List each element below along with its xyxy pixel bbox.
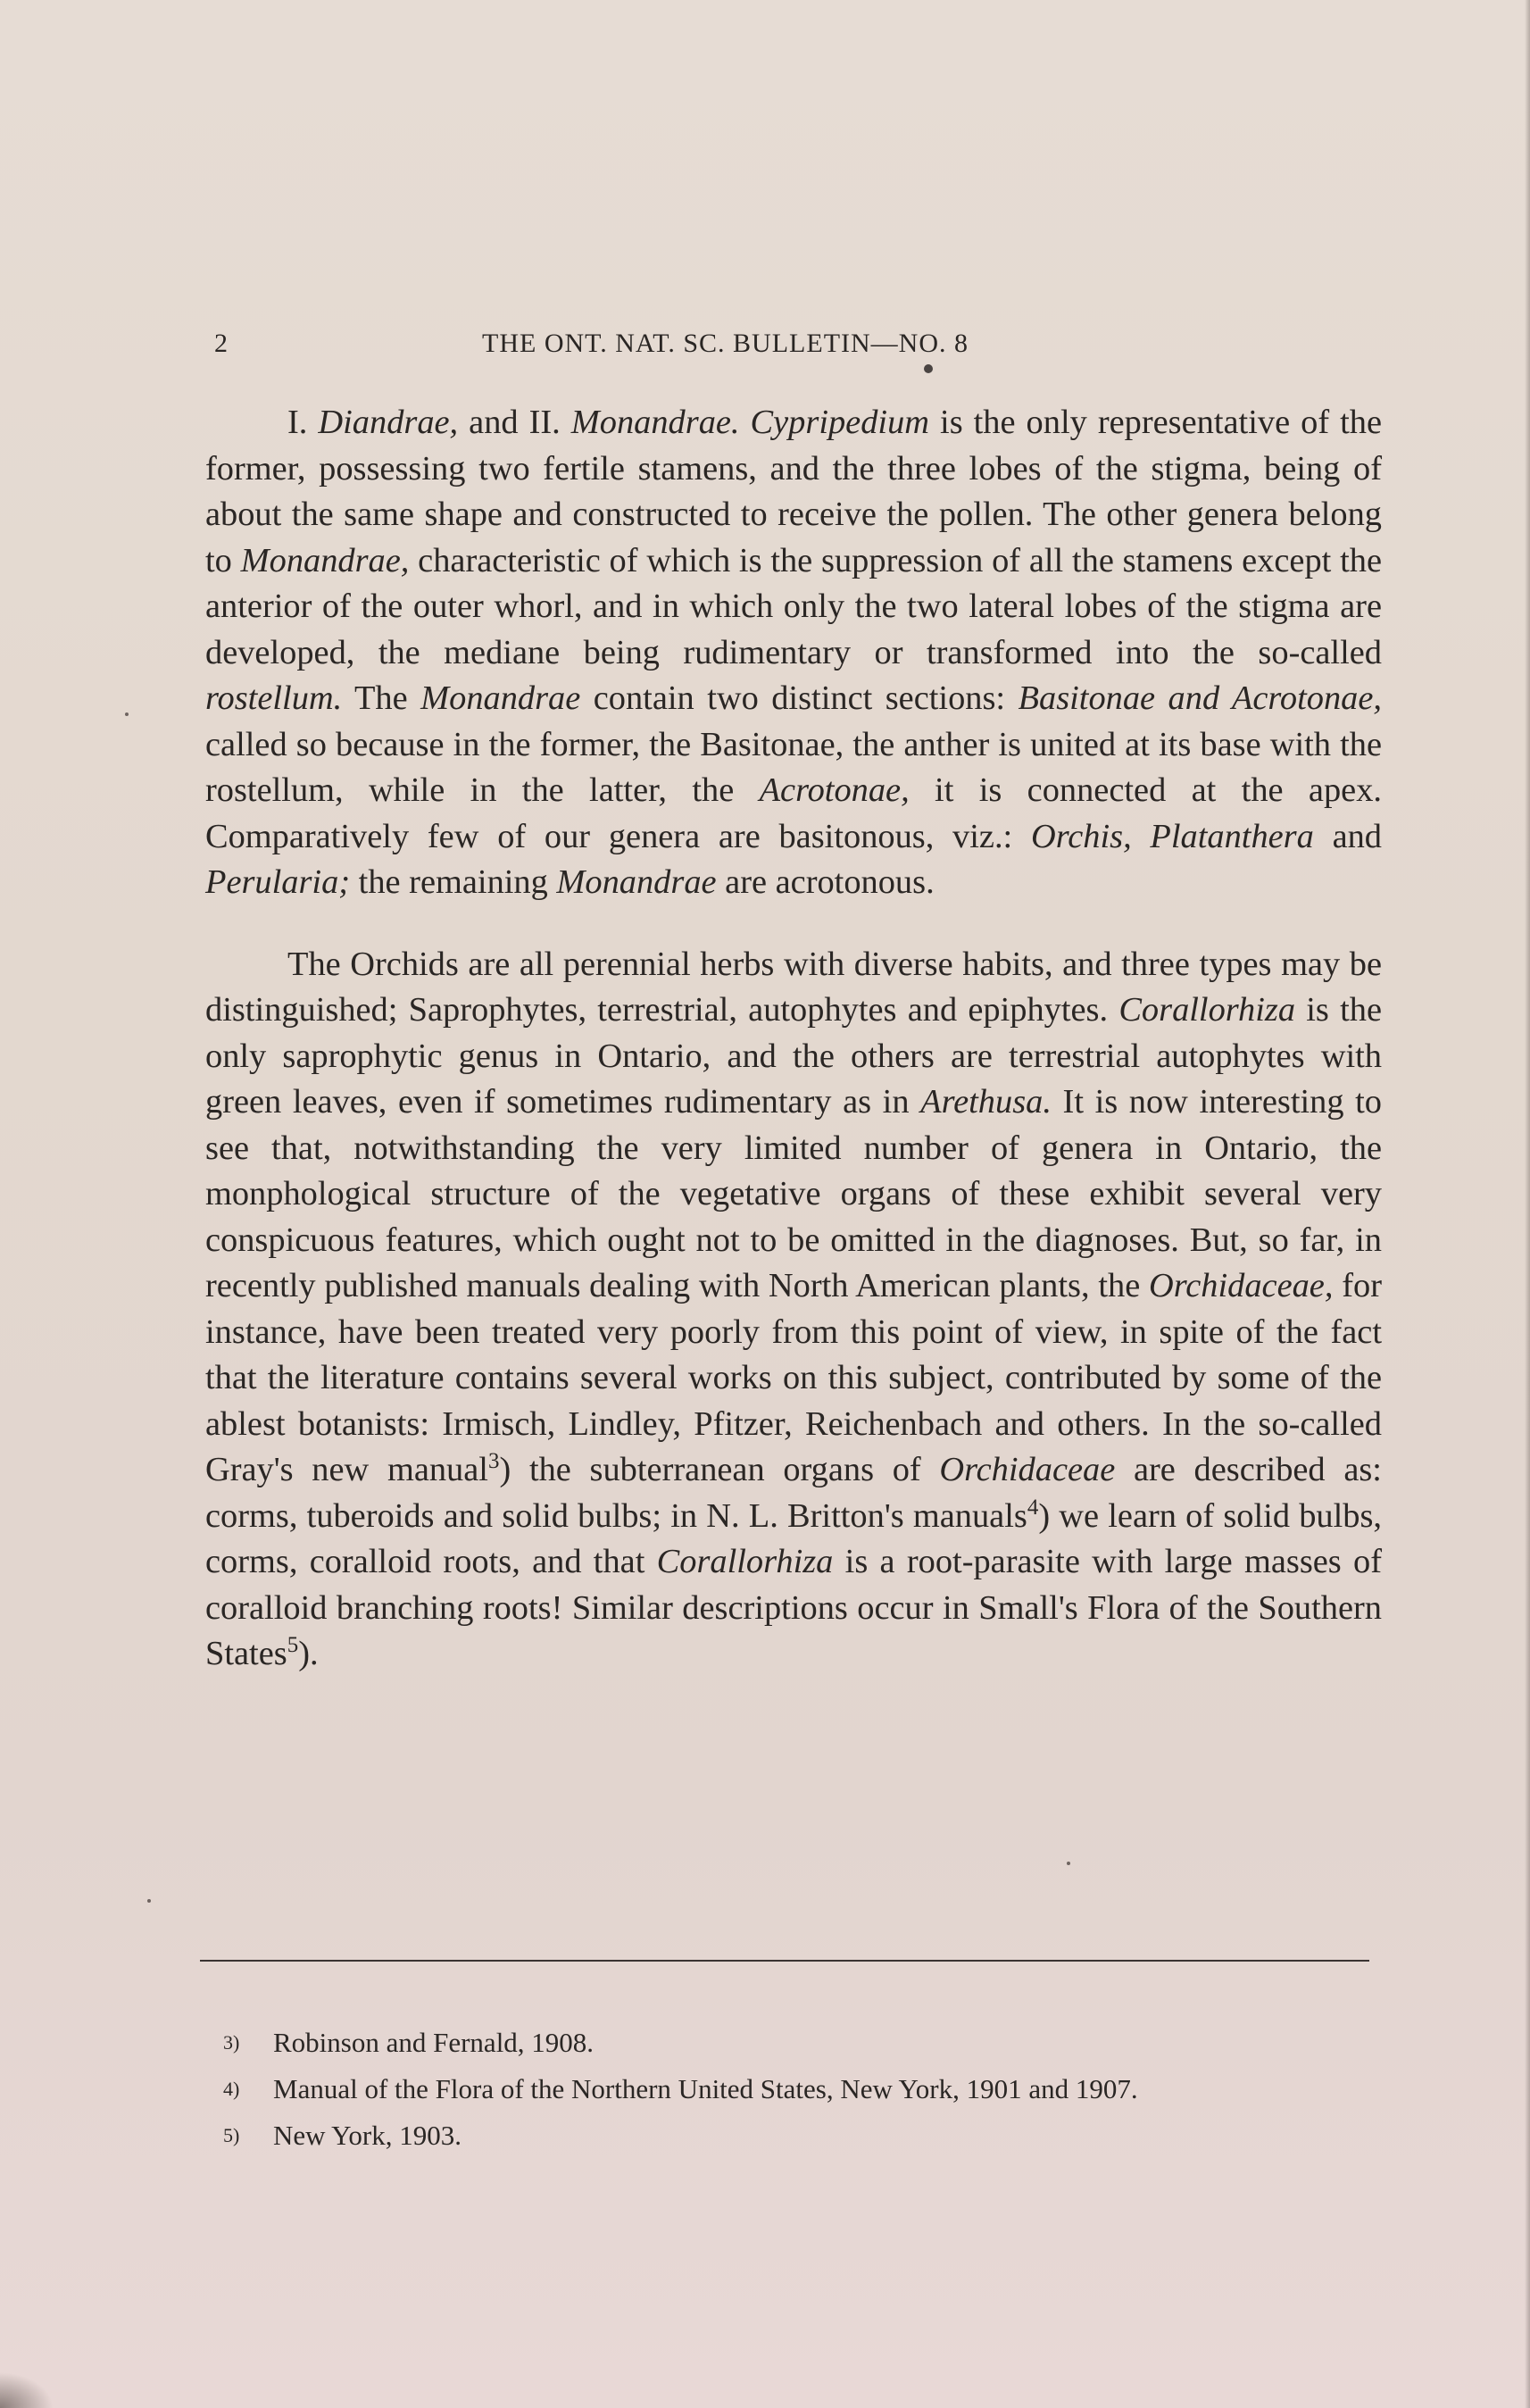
running-head: [214, 329, 1116, 364]
paper-speck: [125, 712, 129, 716]
text-run: and: [1313, 817, 1383, 855]
italic-run: Orchis, Platanthera: [1030, 817, 1314, 855]
footnote-mark: 4): [223, 2078, 240, 2100]
text-run: is a root-parasite with large masses of coralloid branching roots! Similar descriptions occur in Small's Flora of the Southern States: [205, 1543, 1383, 1672]
paragraph: [205, 400, 1382, 906]
text-run: ).: [298, 1635, 319, 1672]
italic-run: Diandrae,: [318, 404, 459, 441]
text-run: contain two distinct sections:: [580, 679, 1019, 717]
text-run: and II.: [458, 404, 571, 441]
text-run: It is now interesting to see that, notwithstanding the very limited number of genera in Ontario, the monphological structure of the vegetative organs of these exhibit several very conspicuous features, which ought not to be omitted in the diagnoses. But, so far, in recently published manuals dealing with North American plants, the: [205, 1083, 1383, 1304]
footnote-text: Manual of the Flora of the Northern United States, New York, 1901 and 1907.: [273, 2073, 1138, 2104]
text-run: characteristic of which is the suppression of all the stamens except the anterior of the outer whorl, and in which only the two lateral lobes of the stigma are developed, the mediane being rudimentary or transformed into the so-called: [205, 541, 1382, 671]
italic-run: Monandrae. Cypripedium: [570, 404, 930, 441]
italic-run: Basitonae and Acrotonae,: [1018, 679, 1382, 717]
italic-run: Acrotonae,: [759, 771, 910, 809]
italic-run: rostellum.: [205, 679, 343, 717]
page-corner-shadow: [0, 2372, 54, 2408]
text-run: is the only saprophytic genus in Ontario, and the others are terrestrial autophytes with green leaves, even if sometimes rudimentary as in: [205, 991, 1382, 1121]
italic-run: Perularia;: [205, 863, 351, 901]
footnote-mark: 5): [223, 2124, 240, 2146]
text-run: ) we learn of solid bulbs, corms, coralloid roots, and that: [205, 1496, 1382, 1580]
text-run: for instance, have been treated very poorly from this point of view, in spite of the fact that the literature contains several works on this subject, contributed by some of the ablest botanists: Irmisch, Lindley, Pfitzer, Reichenbach and others. In the so-called Gray's new manual: [205, 1267, 1382, 1488]
footnote: [223, 2020, 1384, 2066]
text-run: The Orchids are all perennial herbs with diverse habits, and three types may be distinguished; Saprophytes, terrestrial, autophytes and epiphytes.: [205, 945, 1382, 1029]
footnote: [223, 2066, 1384, 2112]
footnote-text: New York, 1903.: [273, 2120, 461, 2151]
footnotes: [223, 2020, 1384, 2159]
running-title: THE ONT. NAT. SC. BULLETIN—NO. 8: [482, 329, 969, 358]
text-run: are acrotonous.: [716, 863, 935, 901]
footnote-mark: 3): [223, 2031, 240, 2054]
italic-run: Monandrae: [556, 863, 717, 901]
italic-run: Monandrae: [420, 679, 581, 717]
italic-run: Corallorhiza: [1118, 991, 1296, 1029]
italic-run: Corallorhiza: [656, 1543, 834, 1580]
footnote-rule: [200, 1960, 1369, 1962]
text-run: called so because in the former, the Basitonae, the anther is united at its base with the rostellum, while in the latter, the: [205, 725, 1382, 809]
text-run: it is connected at the apex. Comparatively few of our genera are basitonous, viz.:: [205, 771, 1382, 855]
italic-run: Orchidaceae,: [1149, 1267, 1334, 1304]
text-run: are described as: corms, tuberoids and solid bulbs; in N. L. Britton's manuals: [205, 1451, 1382, 1535]
italic-run: Orchidaceae: [939, 1451, 1116, 1488]
footnote-ref: 3: [487, 1449, 500, 1474]
text-run: ) the subterranean organs of: [499, 1451, 940, 1488]
body-text: [205, 400, 1382, 1678]
paper-speck: [1067, 1862, 1070, 1865]
footnote: [223, 2112, 1384, 2159]
page-number: 2: [214, 329, 229, 358]
footnote-text: Robinson and Fernald, 1908.: [273, 2027, 595, 2058]
paragraph: [205, 942, 1382, 1678]
page-edge-shadow: [1525, 0, 1530, 2408]
text-run: The: [342, 679, 421, 717]
text-run: I.: [287, 404, 319, 441]
text-run: the remaining: [350, 863, 557, 901]
italic-run: Monandrae,: [240, 541, 410, 579]
footnote-ref: 4: [1027, 1495, 1039, 1520]
text-run: is the only representative of the former, possessing two fertile stamens, and the three lobes of the stigma, being of about the same shape and constructed to receive the pollen. The other genera belong to: [205, 404, 1383, 579]
footnote-ref: 5: [287, 1633, 299, 1658]
paper-speck: [147, 1899, 151, 1903]
italic-run: Arethusa.: [920, 1083, 1052, 1121]
ink-dot: [924, 364, 933, 373]
